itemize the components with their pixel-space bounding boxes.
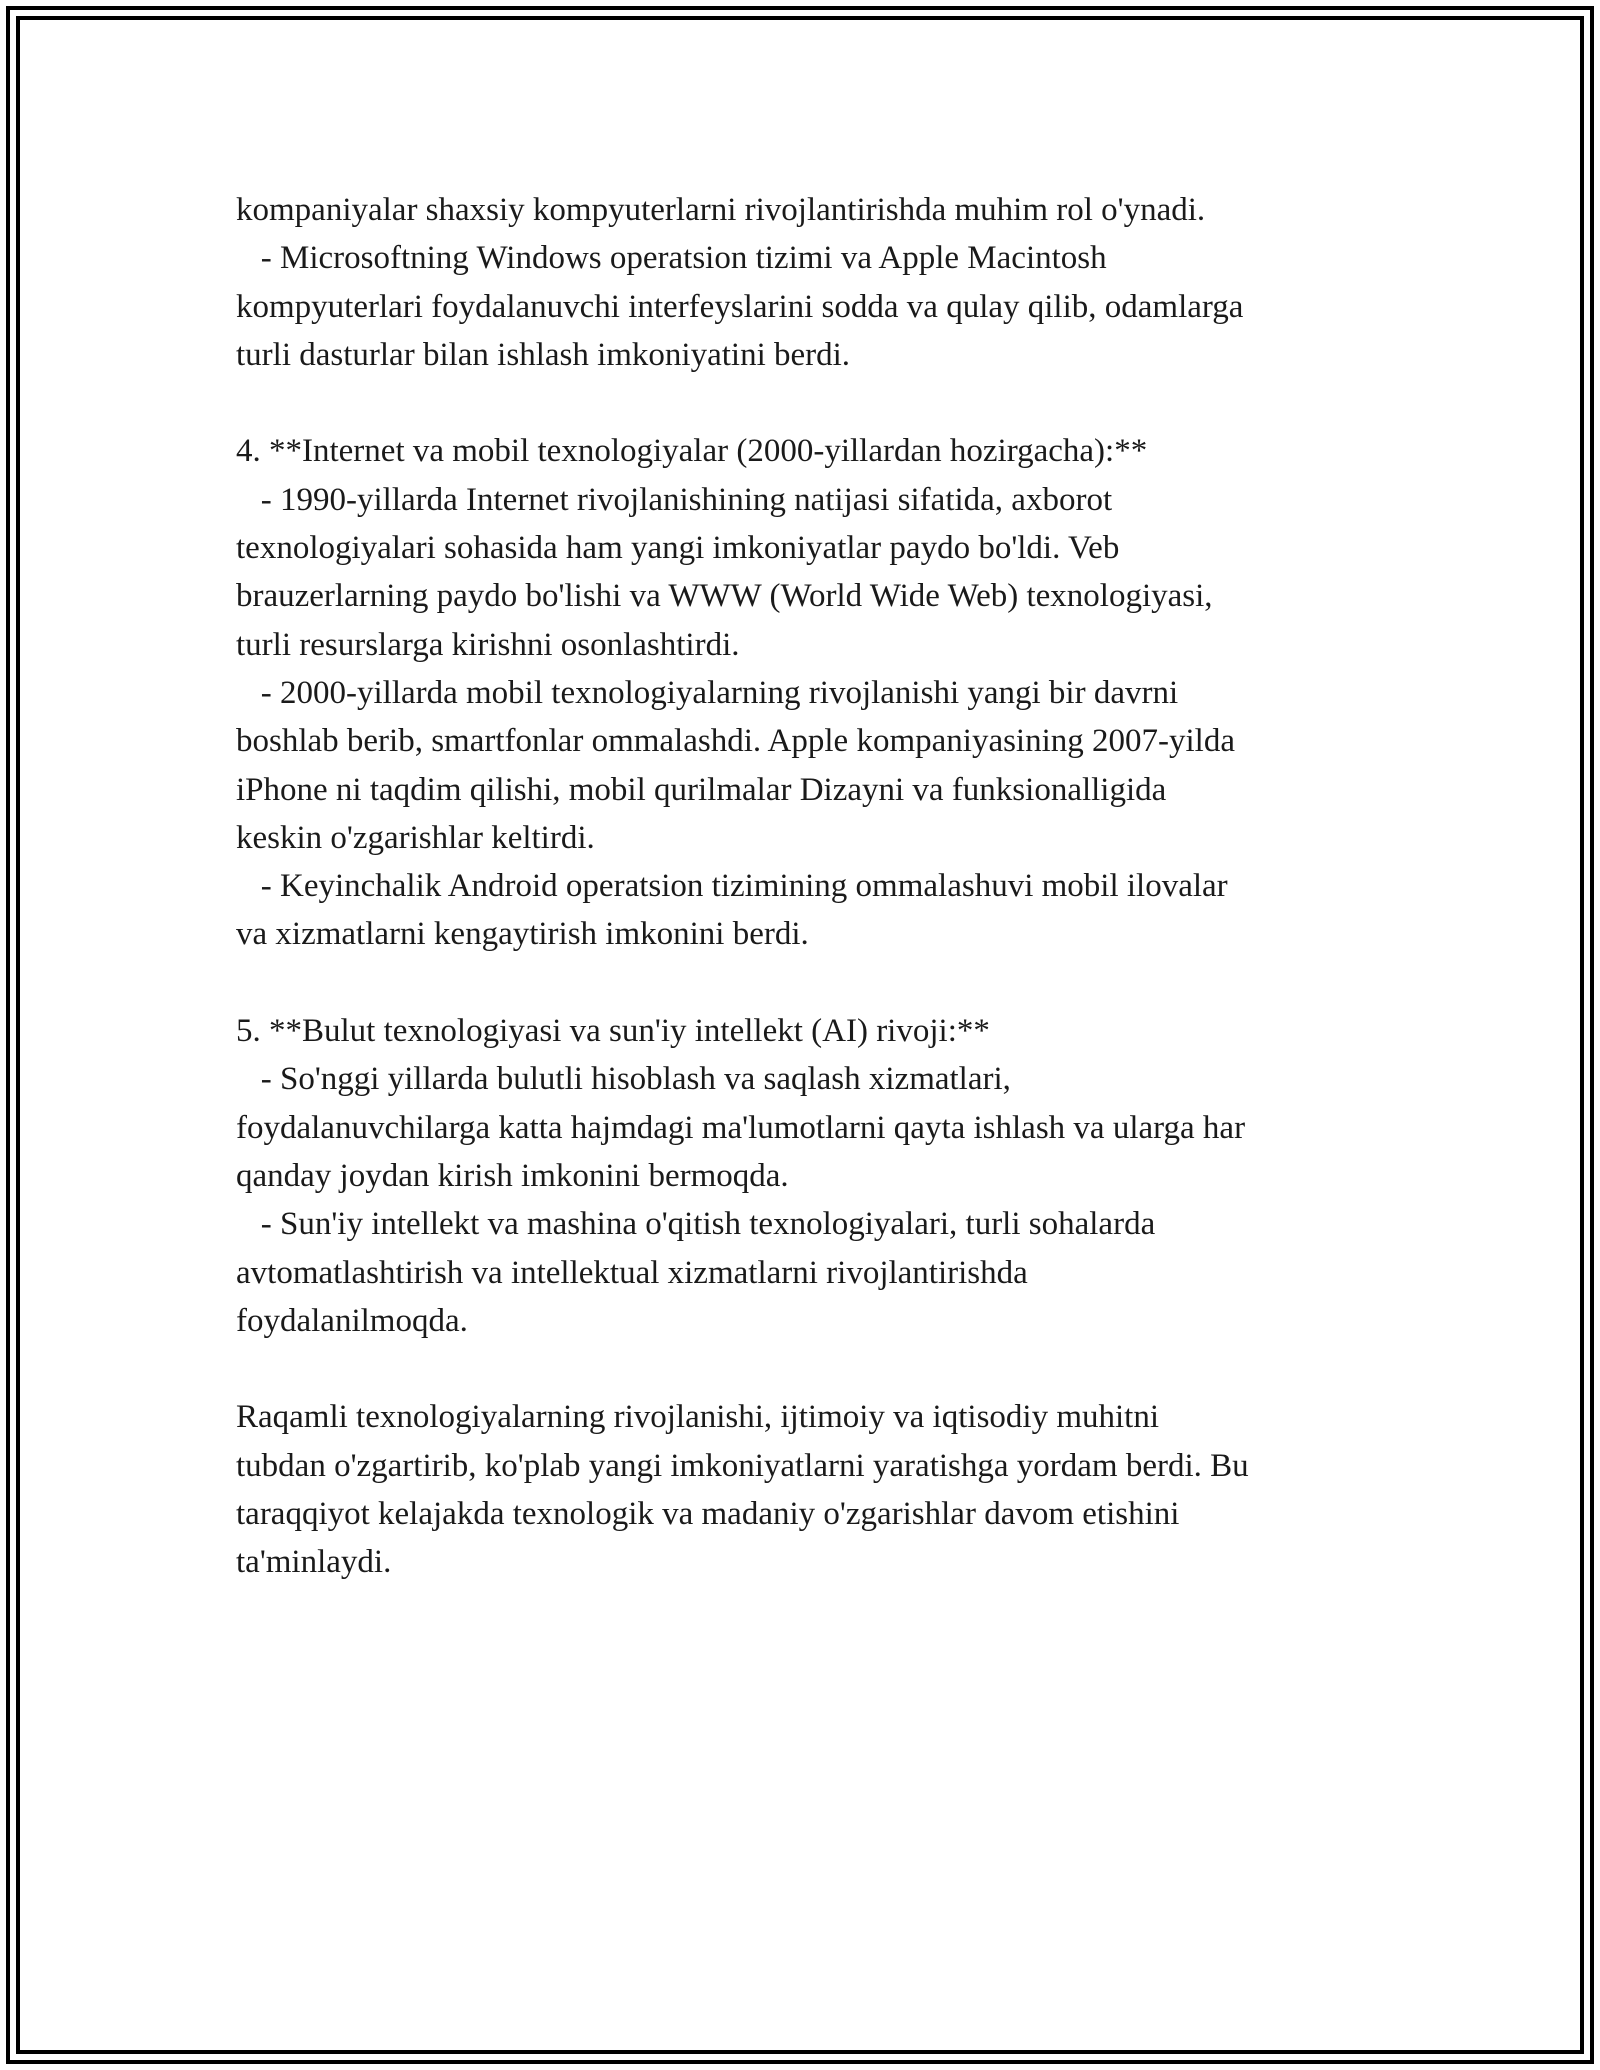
text-line: Raqamli texnologiyalarning rivojlanishi, ijtimoiy va iqtisodiy muhitni xyxy=(236,1399,1160,1436)
text-line: - Sun'iy intellekt va mashina o'qitish texnologiyalari, turli sohalarda xyxy=(236,1206,1156,1243)
text-line: avtomatlashtirish va intellektual xizmatlarni rivojlantirishda xyxy=(236,1254,1028,1291)
text-line: kompaniyalar shaxsiy kompyuterlarni rivojlantirishda muhim rol o'ynadi. xyxy=(236,192,1206,228)
text-line: - 1990-yillarda Internet rivojlanishining natijasi sifatida, axborot xyxy=(236,481,1113,518)
blank-line xyxy=(236,1345,1416,1393)
text-line: turli dasturlar bilan ishlash imkoniyatini berdi. xyxy=(236,336,851,373)
text-line: qanday joydan kirish imkonini bermoqda. xyxy=(236,1157,789,1194)
text-line: brauzerlarning paydo bo'lishi va WWW (World Wide Web) texnologiyasi, xyxy=(236,578,1213,615)
text-line: kompyuterlari foydalanuvchi interfeyslarini sodda va qulay qilib, odamlarga xyxy=(236,288,1244,325)
text-line: - 2000-yillarda mobil texnologiyalarning rivojlanishi yangi bir davrni xyxy=(236,674,1179,711)
text-line: turli resurslarga kirishni osonlashtirdi. xyxy=(236,626,740,663)
text-line: foydalanuvchilarga katta hajmdagi ma'lumotlarni qayta ishlash va ularga har xyxy=(236,1109,1246,1146)
text-line: - Keyinchalik Android operatsion tizimining ommalashuvi mobil ilovalar xyxy=(236,868,1228,905)
document-body xyxy=(236,186,1416,1587)
blank-line xyxy=(236,959,1416,1007)
section-heading: 4. **Internet va mobil texnologiyalar (2000-yillardan hozirgacha):** xyxy=(236,433,1148,470)
text-line: va xizmatlarni kengaytirish imkonini berdi. xyxy=(236,916,809,953)
text-line: keskin o'zgarishlar keltirdi. xyxy=(236,819,595,856)
text-line: boshlab berib, smartfonlar ommalashdi. Apple kompaniyasining 2007-yilda xyxy=(236,723,1235,760)
text-line: - So'nggi yillarda bulutli hisoblash va saqlash xizmatlari, xyxy=(236,1061,1011,1098)
text-line: iPhone ni taqdim qilishi, mobil qurilmalar Dizayni va funksionalligida xyxy=(236,771,1167,808)
text-line: ta'minlaydi. xyxy=(236,1544,392,1581)
text-line: tubdan o'zgartirib, ko'plab yangi imkoniyatlarni yaratishga yordam berdi. Bu xyxy=(236,1447,1249,1484)
text-line: taraqqiyot kelajakda texnologik va madaniy o'zgarishlar davom etishini xyxy=(236,1496,1180,1533)
section-heading: 5. **Bulut texnologiyasi va sun'iy intellekt (AI) rivoji:** xyxy=(236,1013,990,1050)
text-line: foydalanilmoqda. xyxy=(236,1302,468,1339)
text-line: texnologiyalari sohasida ham yangi imkoniyatlar paydo bo'ldi. Veb xyxy=(236,530,1120,567)
blank-line xyxy=(236,379,1416,427)
text-line: - Microsoftning Windows operatsion tizimi va Apple Macintosh xyxy=(236,240,1107,277)
